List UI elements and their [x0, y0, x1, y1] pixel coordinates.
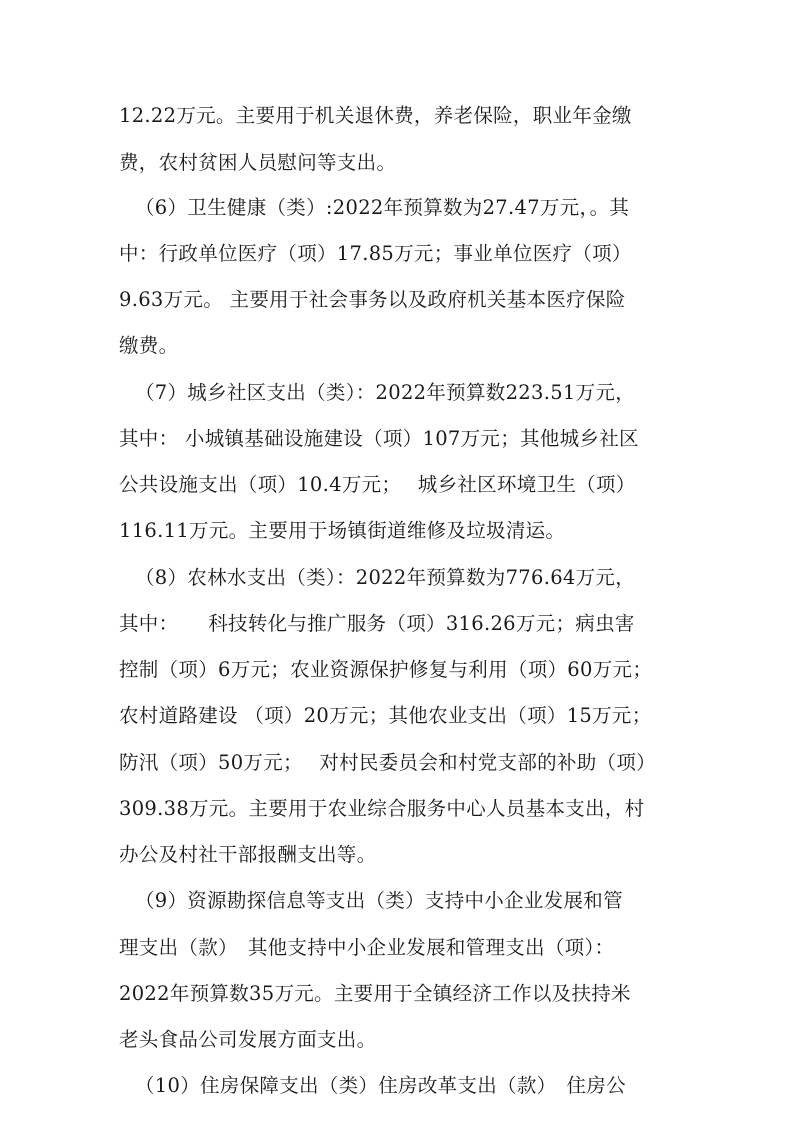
- text-line: 费，农村贫困人员慰问等支出。: [119, 151, 397, 174]
- text-line: （7）城乡社区支出（类）：2022年预算数223.51万元，: [135, 381, 636, 404]
- text-line: 防汛（项）50万元； 对村民委员会和村党支部的补助（项）: [119, 751, 656, 774]
- text-line: 12.22万元。主要用于机关退休费，养老保险，职业年金缴: [119, 104, 632, 127]
- text-line: 缴费。: [119, 334, 179, 357]
- text-line: （10）住房保障支出（类）住房改革支出（款） 住房公: [135, 1074, 626, 1097]
- text-line: 2022年预算数35万元。主要用于全镇经济工作以及扶持米: [119, 982, 631, 1005]
- text-line: 其中： 科技转化与推广服务（项）316.26万元；病虫害: [119, 612, 635, 635]
- text-line: 农村道路建设 （项）20万元；其他农业支出（项）15万元；: [119, 704, 652, 727]
- text-line: 公共设施支出（项）10.4万元； 城乡社区环境卫生（项）: [119, 473, 636, 496]
- text-line: 309.38万元。主要用于农业综合服务中心人员基本支出，村: [119, 797, 645, 820]
- text-line: （8）农林水支出（类）：2022年预算数为776.64万元，: [135, 566, 636, 589]
- text-line: 办公及村社干部报酬支出等。: [119, 843, 377, 866]
- text-line: （9）资源勘探信息等支出（类）支持中小企业发展和管: [135, 889, 623, 912]
- text-line: 116.11万元。主要用于场镇街道维修及垃圾清运。: [119, 519, 566, 542]
- text-line: 理支出（款） 其他支持中小企业发展和管理支出（项）：: [119, 936, 615, 959]
- text-line: 其中： 小城镇基础设施建设（项）107万元；其他城乡社区: [119, 427, 639, 450]
- text-line: 中：行政单位医疗（项）17.85万元；事业单位医疗（项）: [119, 242, 632, 265]
- text-line: （6）卫生健康（类）:2022年预算数为27.47万元，。其: [135, 196, 630, 219]
- text-line: 9.63万元。 主要用于社会事务以及政府机关基本医疗保险: [119, 288, 626, 311]
- text-line: 老头食品公司发展方面支出。: [119, 1028, 377, 1051]
- text-line: 控制（项）6万元；农业资源保护修复与利用（项）60万元；: [119, 658, 653, 681]
